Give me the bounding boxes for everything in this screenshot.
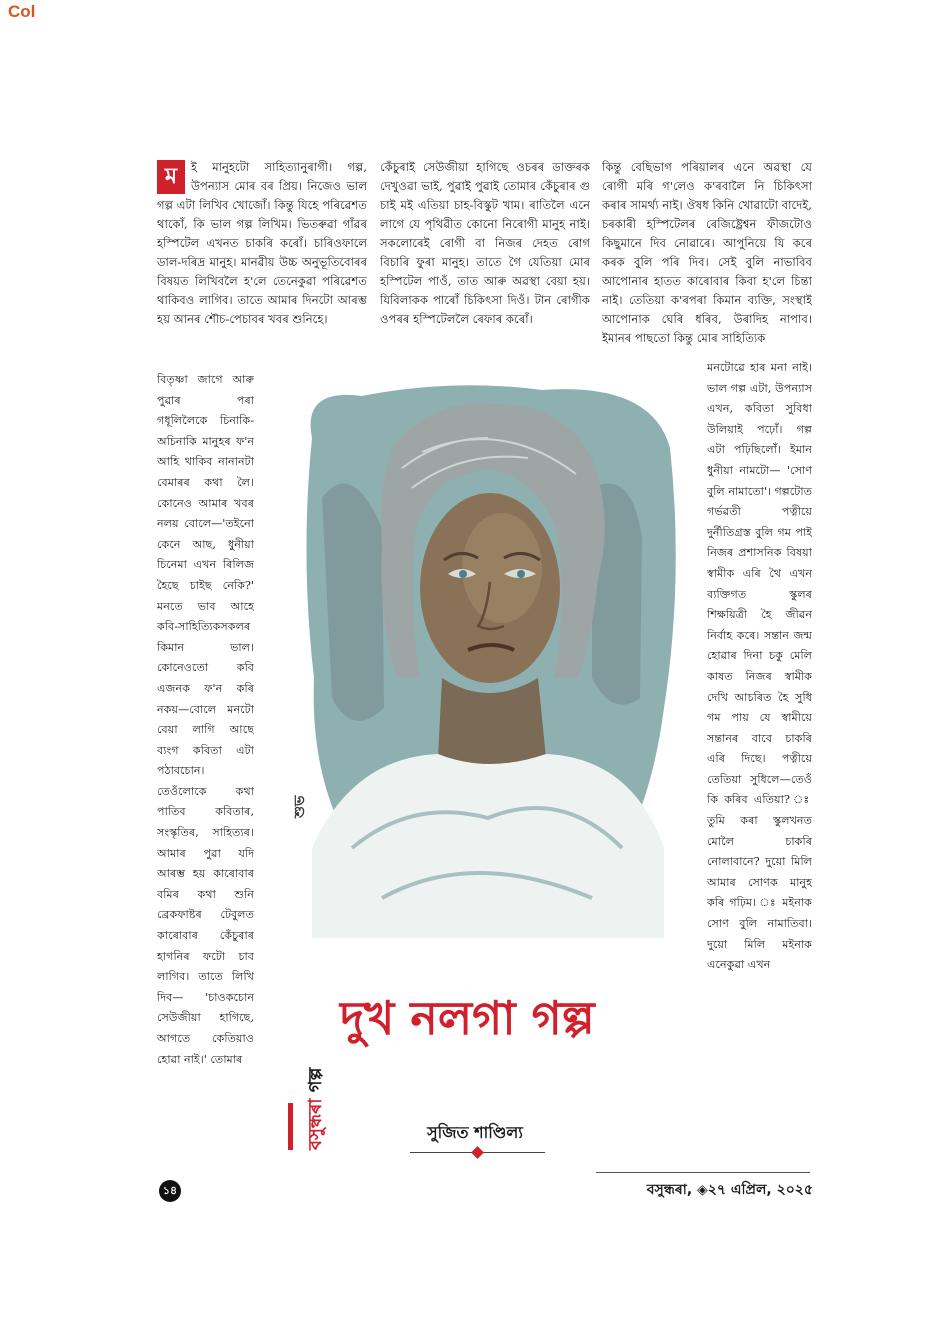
- article-text-left: বিতৃষ্ণা জাগে আৰু পুৱাৰ পৰা গধূলিলৈকে চিনাকি-অচিনাকি মানুহৰ ফ'ন আহি থাকিব নানানটা বেমাৰৰ কথা লৈ। কোনেও আমাৰ খবৰ নলয় বোলে—'তইনো কেনে আছ, ধুনীয়া চিনেমা এখন ৰিলিজ হৈছে চাইছ নেকি?' মনতে ভাব আহে কবি-সাহিত্যিকসকলৰ কিমান ভাল। কোনেওতো কবি এজনক ফ'ন কৰি নকয়—বোলে মনটো বেয়া লাগি আছে ব্যংগ কবিতা এটা পঠাবচোন। তেওঁলোকে কথা পাতিব কবিতাৰ, সংস্কৃতিৰ, সাহিত্যৰ। আমাৰ পুৱা যদি আৰম্ভ হয় কাৰোবাৰ বমিৰ কথা শুনি ব্ৰেকফাষ্টৰ টেবুলত কাৰোবাৰ কেঁচুৰাৰ হাগনিৰ ফটো চাব লাগিব। তাতে লিখি দিব— 'চাওকচোন সেউজীয়া হাগিছে, আগতে কেতিয়াও হোৱা নাই।' তোমাৰ: [157, 373, 254, 1066]
- page-number: ১৪: [159, 1180, 181, 1202]
- article-column-right: [707, 358, 812, 1158]
- author-name: সুজিত শাণ্ডিল্য: [427, 1123, 523, 1142]
- article-column-left: [157, 370, 254, 1150]
- article-column-top-2: [380, 158, 590, 368]
- series-brand: বসুন্ধৰা: [305, 1098, 326, 1150]
- article-text-right: মনটোৱে হাৰ মনা নাই। ভাল গল্প এটা, উপন্যাস এখন, কবিতা সুবিধা উলিয়াই পঢ়োঁ। গল্প এটা পঢ়িছিলোঁ। ইমান ধুনীয়া নামটো— 'সোণ বুলি নামাতো'। গল্পটোত গৰ্ভৱতী পত্নীয়ে দুৰ্নীতিগ্ৰস্ত বুলি গম পাই নিজৰ প্ৰশাসনিক বিষয়া স্বামীক এৰি থৈ এখন ব্যক্তিগত স্কুলৰ শিক্ষয়িত্ৰী হৈ জীৱন নিৰ্বাহ কৰে। সন্তান জন্ম হোৱাৰ দিনা চকু মেলি কাষত নিজৰ স্বামীক দেখি আচৰিত হৈ সুধি গম পায় যে স্বামীয়ে সন্তানৰ বাবে চাকৰি এৰি দিছে। পত্নীয়ে তেতিয়া সুধিলে—তেওঁ কি কৰিব এতিয়া? ঃ তুমি কৰা স্কুলখনত মোলৈ চাকৰি নোলাবানে? দুয়ো মিলি আমাৰ সোণক মানুহ কৰি গঢ়িম। ঃ মইনাক সোণ বুলি নামাতিবা। দুয়ো মিলি মইনাক এনেকুৱা এখন: [707, 361, 812, 972]
- illustration-right-iris: [517, 570, 525, 578]
- author-diamond-ornament: [471, 1146, 484, 1159]
- illustration-face-highlight: [462, 513, 542, 623]
- article-column-top-3: [602, 158, 812, 356]
- article-column-top-1: [157, 158, 367, 368]
- footer-magazine-date: বসুন্ধৰা, ◈২৭ এপ্ৰিল, ২০২৫: [646, 1182, 813, 1198]
- article-text-top-1: ই মানুহটো সাহিত্যানুৰাগী। গল্প, উপন্যাস মোৰ বৰ প্ৰিয়। নিজেও ভাল গল্প এটা লিখিব খোজোঁ। কিন্তু যিহে পৰিৱেশত থাকোঁ, কি ভাল গল্প লিখিম। ভিতৰুৱা গাঁৱৰ হস্পিটেল এখনত চাকৰি কৰোঁ। চাৰিওফালে ডাল-দৰিদ্ৰ মানুহ। মানৱীয় উচ্চ অনুভূতিবোৰৰ বিষয়ত লিখিবলৈ হ'লে তেনেকুৱা পৰিৱেশত থাকিবও লাগিব। তাতে আমাৰ দিনটো আৰম্ভ হয় আনৰ শৌচ-পেচাবৰ খবৰ শুনিহে।: [157, 160, 367, 326]
- illustration-left-iris: [459, 570, 467, 578]
- story-title: দুখ নলগা গল্প: [340, 991, 595, 1045]
- footer-rule: [596, 1172, 810, 1173]
- series-accent-bar: [288, 1103, 293, 1150]
- story-illustration: [292, 378, 682, 938]
- article-text-top-2: কেঁচুৰাই সেউজীয়া হাগিছে ওচৰৰ ডাক্তৰক দেখুওৱা ভাই, পুৱাই পুৱাই তোমাৰ কেঁচুৰাৰ গু চাই মই এতিয়া চাহ-বিস্কুট খাম। ৰাতিলৈ এনে লাগে যে পৃথিৱীত কোনো নিৰোগী মানুহ নাই। সকলোৰেই ৰোগী বা নিজৰ দেহত ৰোগ বিচাৰি ফুৰা মানুহ। তাতে গৈ যেতিয়া মোৰ হস্পিটেল পাওঁ, তাত আৰু অৱস্থা বেয়া হয়। যিবিলাকক পাৰোঁ চিকিৎসা দিওঁ। টান ৰোগীক ওপৰৰ হস্পিটেললৈ ৰেফাৰ কৰোঁ।: [380, 160, 590, 326]
- series-text: [306, 1068, 326, 1150]
- article-text-top-3: কিন্তু বেছিভাগ পৰিয়ালৰ এনে অৱস্থা যে ৰোগী মৰি গ'লেও ক'ৰবালৈ নি চিকিৎসা কৰাৰ সামৰ্থ্য নাই। ঔষধ কিনি খোৱাটো বাদেই, চৰকাৰী হস্পিটেলৰ ৰেজিষ্ট্ৰেশ্বন ফীজটোও কিছুমানে দিব নোৱাৰে। আপুনিয়ে যি কৰে কৰক বুলি পৰি দিব। সেই বুলি নাভাবিব আপোনাৰ হাতত কাৰোবাৰ কিবা হ'লে চিন্তা নাই। তেতিয়া ক'ৰপৰা কিমান ব্যক্তি, সংস্থাই আপোনাক ঘেৰি ধৰিব, উৰাদিহ নাপাব। ইমানৰ পাছতো কিন্তু মোৰ সাহিত্যিক: [602, 160, 812, 345]
- series-kind: গল্প: [305, 1067, 326, 1093]
- illustration-signature: শুভ: [292, 795, 308, 818]
- series-label: [288, 1005, 324, 1150]
- corner-tag: Col: [8, 2, 36, 21]
- drop-cap: ম: [157, 160, 185, 194]
- illustration-white-garment: [312, 754, 664, 938]
